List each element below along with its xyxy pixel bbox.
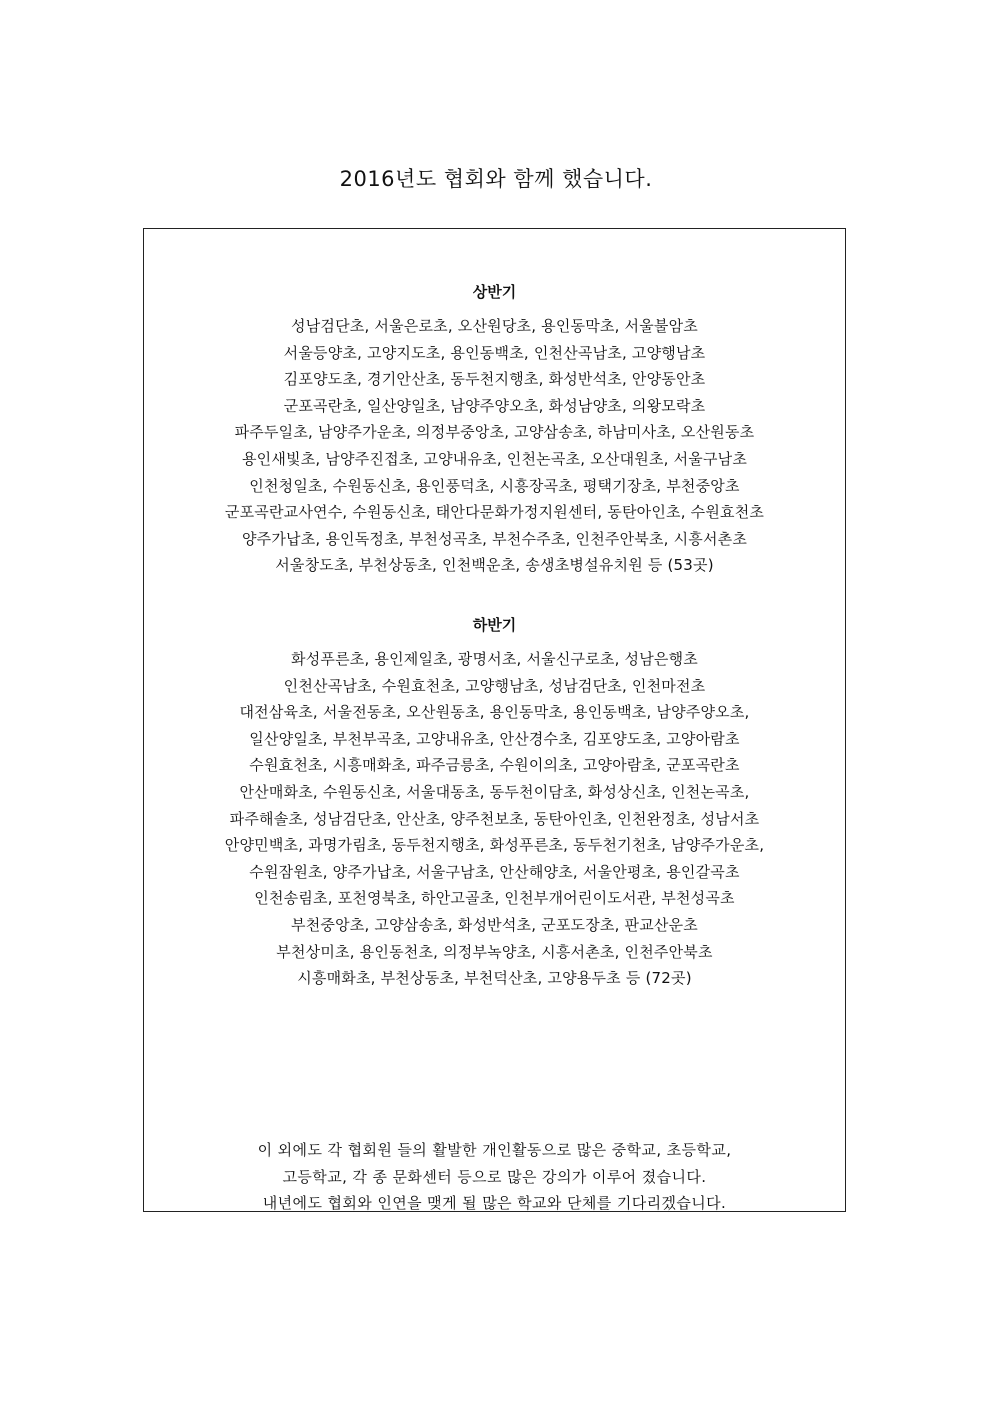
second-half-line: 시흥매화초, 부천상동초, 부천덕산초, 고양용두초 등 (72곳) xyxy=(297,969,692,988)
first-half-line: 서울창도초, 부천상동초, 인천백운초, 송생초병설유치원 등 (53곳) xyxy=(275,556,714,575)
first-half-line: 성남검단초, 서울은로초, 오산원당초, 용인동막초, 서울불암초 xyxy=(291,317,698,335)
second-half-line: 안양민백초, 과명가림초, 동두천지행초, 화성푸른초, 동두천기천초, 남양주가운초, xyxy=(224,836,765,855)
first-half-line: 파주두일초, 남양주가운초, 의정부중앙초, 고양삼송초, 하남미사초, 오산원동초 xyxy=(234,423,755,442)
first-half-line: 군포곡란초, 일산양일초, 남양주양오초, 화성남양초, 의왕모락초 xyxy=(283,396,706,415)
second-half-line: 수원효천초, 시흥매화초, 파주금릉초, 수원이의초, 고양아람초, 군포곡란초 xyxy=(249,756,740,775)
closing-section xyxy=(144,1137,845,1217)
content-box xyxy=(143,228,846,1212)
first-half-heading: 상반기 xyxy=(472,283,517,301)
closing-line: 내년에도 협회와 인연을 맺게 될 많은 학교와 단체를 기다리겠습니다. xyxy=(262,1194,727,1213)
first-half-line: 용인새빛초, 남양주진접초, 고양내유초, 인천논곡초, 오산대원초, 서울구남초 xyxy=(241,449,748,468)
second-half-line: 부천중앙초, 고양삼송초, 화성반석초, 군포도장초, 판교산운초 xyxy=(291,915,698,934)
second-half-line: 화성푸른초, 용인제일초, 광명서초, 서울신구로초, 성남은행초 xyxy=(291,650,698,668)
second-half-section xyxy=(144,612,845,992)
first-half-line: 김포양도초, 경기안산초, 동두천지행초, 화성반석초, 안양동안초 xyxy=(283,370,706,389)
second-half-line: 수원잠원초, 양주가납초, 서울구남초, 안산해양초, 서울안평초, 용인갈곡초 xyxy=(249,862,740,881)
first-half-line: 서울등양초, 고양지도초, 용인동백초, 인천산곡남초, 고양행남초 xyxy=(283,343,706,362)
first-half-line: 양주가납초, 용인독정초, 부천성곡초, 부천수주초, 인천주안북초, 시흥서촌초 xyxy=(241,529,748,548)
first-half-line: 군포곡란교사연수, 수원동신초, 태안다문화가정지원센터, 동탄아인초, 수원효천초 xyxy=(224,503,765,522)
second-half-line: 부천상미초, 용인동천초, 의정부녹양초, 시흥서촌초, 인천주안북초 xyxy=(276,942,713,961)
first-half-section xyxy=(144,279,845,579)
second-half-line: 파주해솔초, 성남검단초, 안산초, 양주천보초, 동탄아인초, 인천완정초, 성남서초 xyxy=(229,809,760,828)
second-half-line: 인천산곡남초, 수원효천초, 고양행남초, 성남검단초, 인천마전초 xyxy=(283,676,706,695)
closing-line: 이 외에도 각 협회원 들의 활발한 개인활동으로 많은 중학교, 초등학교, xyxy=(257,1141,732,1159)
page-title: 2016년도 협회와 함께 했습니다. xyxy=(339,167,653,191)
second-half-line: 안산매화초, 수원동신초, 서울대동초, 동두천이담초, 화성상신초, 인천논곡초, xyxy=(239,782,750,801)
second-half-line: 대전삼육초, 서울전동초, 오산원동초, 용인동막초, 용인동백초, 남양주양오초, xyxy=(239,703,750,722)
second-half-heading: 하반기 xyxy=(472,616,517,634)
second-half-line: 일산양일초, 부천부곡초, 고양내유초, 안산경수초, 김포양도초, 고양아람초 xyxy=(249,729,740,748)
first-half-line: 인천청일초, 수원동신초, 용인풍덕초, 시흥장곡초, 평택기장초, 부천중앙초 xyxy=(249,476,740,495)
second-half-line: 인천송림초, 포천영북초, 하안고골초, 인천부개어린이도서관, 부천성곡초 xyxy=(254,889,735,908)
closing-line: 고등학교, 각 종 문화센터 등으로 많은 강의가 이루어 졌습니다. xyxy=(282,1167,707,1186)
